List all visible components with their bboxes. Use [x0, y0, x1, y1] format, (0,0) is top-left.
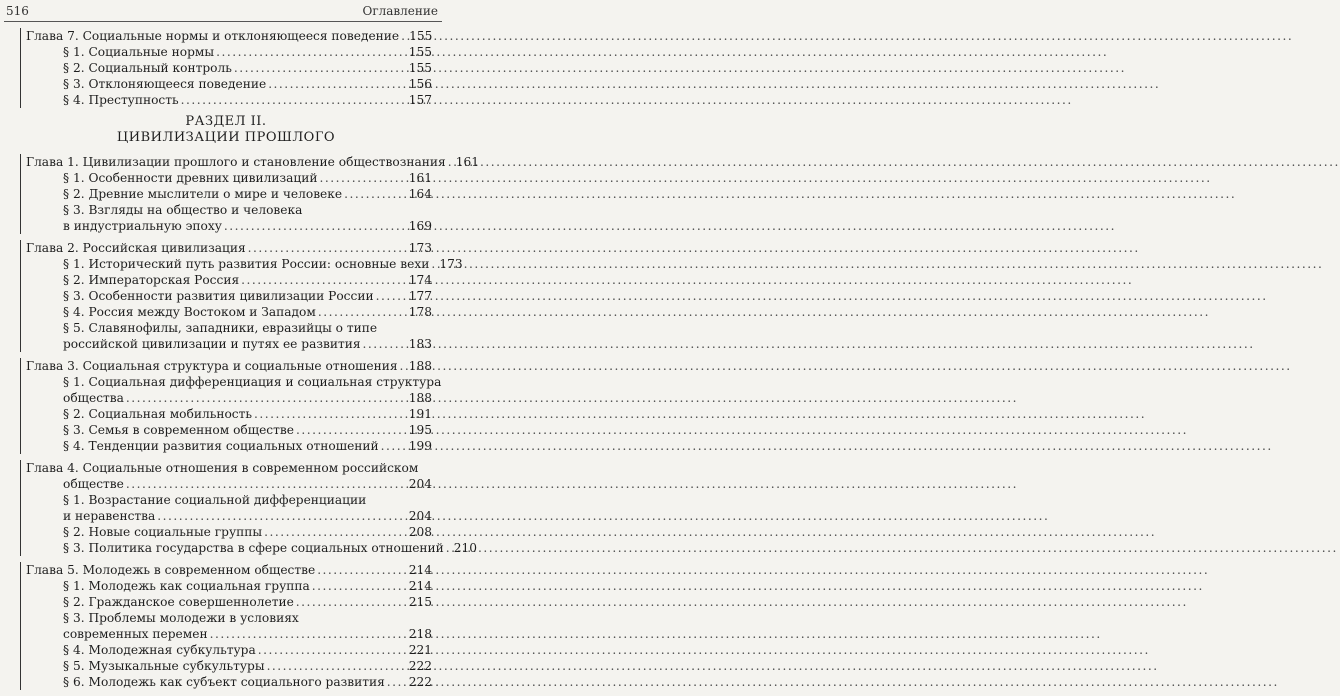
toc-entry[interactable]: § 4. Тенденции развития социальных отношений ..... 199 [26, 438, 432, 454]
toc-entry-line: § 3. Проблемы молодежи в условиях [63, 611, 299, 625]
toc-entry[interactable]: обществе ..... 204 [26, 476, 432, 492]
toc-entry[interactable]: § 1. Особенности древних цивилизаций ..... 161 [26, 170, 432, 186]
toc-entry[interactable]: § 2. Новые социальные группы ..... 208 [26, 524, 432, 540]
section-number: РАЗДЕЛ II. [185, 114, 267, 129]
header-rule [4, 21, 442, 22]
toc-chapter-2 [20, 240, 463, 352]
toc-entry[interactable]: § 1. Исторический путь развития России: основные вехи ..... 173 [26, 256, 432, 272]
toc-entry-line: Глава 4. Социальные отношения в современном российском [26, 461, 419, 475]
toc-entry[interactable]: современных перемен ..... 218 [26, 626, 432, 642]
toc-entry-line: § 3. Взгляды на общество и человека [63, 203, 303, 217]
toc-entry[interactable]: и неравенства ..... 204 [26, 508, 432, 524]
toc-chapter-3 [20, 358, 442, 454]
table-of-contents [20, 28, 479, 696]
toc-entry[interactable]: Глава 1. Цивилизации прошлого и становление обществознания ..... 161 [26, 154, 432, 170]
section-title: ЦИВИЛИЗАЦИИ ПРОШЛОГО [116, 130, 336, 145]
toc-chapter-5 [20, 562, 432, 690]
toc-entry[interactable]: российской цивилизации и путях ее развития ..... 183 [26, 336, 432, 352]
running-head: Оглавление [362, 4, 438, 18]
toc-entry[interactable]: Глава 7. Социальные нормы и отклоняющееся поведение ..... 155 [26, 28, 432, 44]
toc-entry[interactable]: § 1. Социальные нормы ..... 155 [26, 44, 432, 60]
toc-chapter-1 [20, 154, 479, 234]
section-heading [20, 114, 432, 146]
toc-entry[interactable]: в индустриальную эпоху ..... 169 [26, 218, 432, 234]
toc-entry[interactable]: § 4. Россия между Востоком и Западом ..... 178 [26, 304, 432, 320]
toc-chapter-7 [20, 28, 432, 108]
toc-entry[interactable]: § 1. Молодежь как социальная группа ..... 214 [26, 578, 432, 594]
toc-entry[interactable]: § 2. Императорская Россия ..... 174 [26, 272, 432, 288]
toc-entry[interactable]: § 2. Социальная мобильность ..... 191 [26, 406, 432, 422]
toc-entry[interactable]: Глава 2. Российская цивилизация ..... 173 [26, 240, 432, 256]
toc-entry-line: § 1. Социальная дифференциация и социальная структура [63, 375, 442, 389]
toc-entry[interactable]: § 5. Музыкальные субкультуры ..... 222 [26, 658, 432, 674]
toc-entry[interactable]: § 4. Преступность ..... 157 [26, 92, 432, 108]
toc-entry[interactable]: § 2. Гражданское совершеннолетие ..... 215 [26, 594, 432, 610]
page-header [0, 0, 450, 22]
toc-entry[interactable]: Глава 5. Молодежь в современном обществе ..... 214 [26, 562, 432, 578]
toc-entry[interactable]: § 4. Молодежная субкультура ..... 221 [26, 642, 432, 658]
toc-entry[interactable]: § 6. Молодежь как субъект социального развития ..... 222 [26, 674, 432, 690]
toc-entry[interactable]: § 3. Отклоняющееся поведение ..... 156 [26, 76, 432, 92]
toc-chapter-4 [20, 460, 478, 556]
toc-entry[interactable]: § 3. Семья в современном обществе ..... 195 [26, 422, 432, 438]
toc-entry[interactable]: Глава 3. Социальная структура и социальные отношения ..... 188 [26, 358, 432, 374]
toc-entry[interactable]: общества ..... 188 [26, 390, 432, 406]
toc-entry[interactable]: § 3. Особенности развития цивилизации России ..... 177 [26, 288, 432, 304]
toc-entry-line: § 5. Славянофилы, западники, евразийцы о типе [63, 321, 378, 335]
toc-entry-line: § 1. Возрастание социальной дифференциации [63, 493, 367, 507]
toc-entry[interactable]: § 2. Древние мыслители о мире и человеке ..... 164 [26, 186, 432, 202]
toc-entry[interactable]: § 3. Политика государства в сфере социальных отношений ..... 210 [26, 540, 432, 556]
page-number: 516 [6, 4, 29, 18]
toc-entry[interactable]: § 2. Социальный контроль ..... 155 [26, 60, 432, 76]
